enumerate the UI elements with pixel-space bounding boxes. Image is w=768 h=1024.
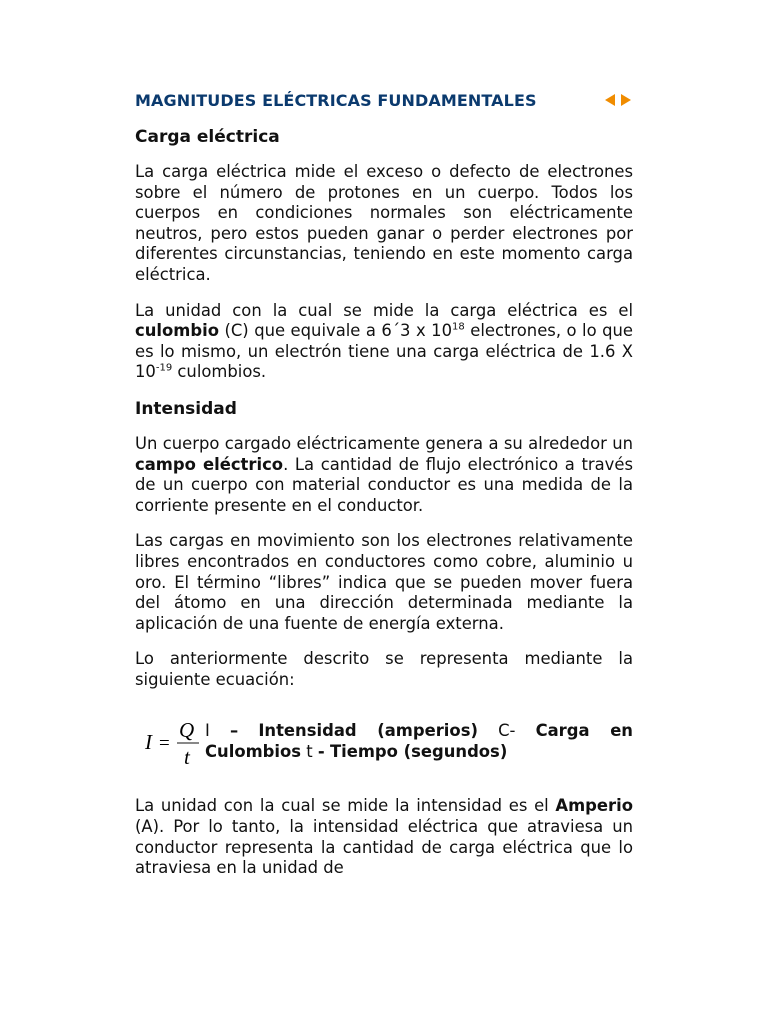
formula-denominator: t [184,745,190,770]
text-run: La unidad con la cual se mide la carga eléctrica es el [135,300,633,320]
dash: - [317,742,325,762]
formula-equation [141,718,205,770]
paragraph-carga-2 [135,301,633,383]
symbol-t: t [306,742,313,762]
paragraph-intensidad-1 [135,434,633,516]
exponent-18: 18 [452,321,465,333]
symbol-c: C- [498,721,516,741]
section-heading-intensidad: Intensidad [135,398,237,419]
bold-term-amperio: Amperio [555,796,633,816]
text-run: . La cantidad de flujo electrónico a través de un cuerpo con material conductor es una medida de la corriente presente en el conductor. [135,454,634,515]
paragraph-intensidad-2: Las cargas en movimiento son los electrones relativamente libres encontrados en conductores como cobre, aluminio u oro. El término “libres” indica que se pueden mover fuera del átomo en una dirección determinada mediante la aplicación de una fuente de energía externa. [135,531,633,633]
next-arrow-icon[interactable] [620,94,631,106]
text-run: (C) que equivale a 6´3 x 10 [218,321,453,341]
formula-legend [205,720,633,762]
formula-equals: = [159,733,170,755]
text-run: culombios. [172,362,267,382]
title-row [135,88,633,112]
content-column [135,88,633,894]
text-run: (A). Por lo tanto, la intensidad eléctrica que atraviesa un conductor representa la cantidad de carga eléctrica que lo atraviesa en la unidad de [135,817,633,878]
paragraph-intensidad-3: Lo anteriormente descrito se representa mediante la siguiente ecuación: [135,649,633,689]
text-run: electrones, o lo que es lo mismo, un electrón tiene una carga eléctrica de 1.6 X 10 [135,321,634,382]
label-tiempo: Tiempo (segundos) [329,742,508,762]
page-title: MAGNITUDES ELÉCTRICAS FUNDAMENTALES [135,90,537,110]
bold-term-campo-electrico: campo eléctrico [135,454,284,474]
text-run: La unidad con la cual se mide la intensidad es el [135,796,556,816]
symbol-i: I [205,721,210,741]
section-heading-carga: Carga eléctrica [135,127,280,147]
page-nav [605,94,631,106]
dash: – [229,721,239,741]
label-intensidad: Intensidad (amperios) [258,721,478,741]
paragraph-carga-1: La carga eléctrica mide el exceso o defecto de electrones sobre el número de protones en un cuerpo. Todos los cuerpos en condiciones normales son eléctricamente neutros, pero estos pueden ganar o perder electrones por diferentes circunstancias, teniendo en este momento carga eléctrica. [135,162,633,284]
bold-term-culombio: culombio [135,321,219,341]
formula-row [135,718,633,770]
label-carga: Carga en Culombios [205,721,633,762]
text-run: Un cuerpo cargado eléctricamente genera a su alrededor un [135,433,633,453]
exponent-minus-19: -19 [155,362,173,374]
formula-numerator: Q [179,718,195,743]
prev-arrow-icon[interactable] [605,94,616,106]
paragraph-intensidad-4 [135,796,633,878]
formula-lhs: I [145,730,152,755]
